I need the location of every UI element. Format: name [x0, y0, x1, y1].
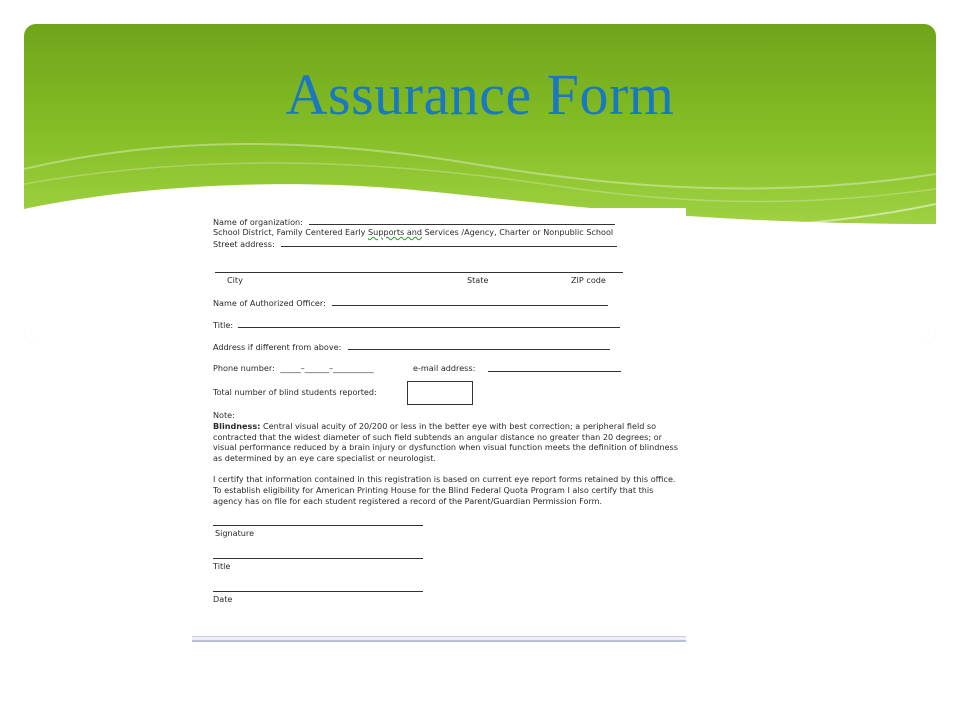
- total-row: [213, 380, 686, 404]
- title-row: [213, 319, 686, 330]
- organization-type-row: [213, 227, 686, 238]
- alt-address-field[interactable]: [348, 341, 610, 350]
- signature-field[interactable]: [213, 517, 423, 526]
- slide-title: Assurance Form: [285, 62, 675, 127]
- alt-address-label: Address if different from above:: [213, 342, 342, 352]
- blindness-definition: [213, 421, 679, 463]
- certification-statement: I certify that information contained in this registration is based on current eye report forms retained by this office. To establish eligibility for American Printing House for the Blind Federal Quota Program I also certify that this agency has on file for each student registered a record of the Parent/Guardian Permission Form.: [213, 474, 676, 506]
- title-label: Title:: [213, 320, 234, 330]
- document-bottom-edge: [192, 636, 686, 642]
- city-label: City: [227, 275, 243, 285]
- email-label: e-mail address:: [413, 363, 476, 373]
- city-line-row: [213, 264, 686, 275]
- officer-label: Name of Authorized Officer:: [213, 298, 326, 308]
- email-field[interactable]: [488, 363, 621, 372]
- sig-title-field[interactable]: [213, 550, 423, 559]
- assurance-form-document: [192, 208, 686, 640]
- street-label: Street address:: [213, 239, 275, 249]
- officer-field[interactable]: [332, 297, 608, 306]
- date-label: Date: [213, 594, 233, 605]
- officer-row: [213, 297, 686, 308]
- street-row: [213, 238, 686, 249]
- phone-email-row: [213, 363, 686, 374]
- note-label: Note:: [213, 410, 235, 420]
- organization-type-text-a: School District, Family Centered Early: [213, 227, 369, 237]
- date-line-row: [213, 583, 686, 594]
- date-field[interactable]: [213, 583, 423, 592]
- total-label: Total number of blind students reported:: [213, 387, 377, 397]
- city-state-zip-field[interactable]: [215, 264, 623, 273]
- sig-title-line-row: [213, 550, 686, 561]
- alt-address-row: [213, 341, 686, 352]
- zip-label: ZIP code: [571, 275, 606, 285]
- phone-field[interactable]: _____–______–__________: [280, 363, 374, 373]
- organization-label: Name of organization:: [213, 217, 303, 227]
- sig-title-label: Title: [213, 561, 231, 572]
- state-label: State: [467, 275, 489, 285]
- organization-field[interactable]: [309, 216, 615, 225]
- organization-type-squiggle: Supports and: [368, 227, 423, 237]
- total-count-box[interactable]: [407, 381, 473, 405]
- phone-label: Phone number:: [213, 363, 275, 373]
- organization-type-text-b: Services /Agency, Charter or Nonpublic School: [422, 227, 614, 237]
- street-field[interactable]: [281, 238, 617, 247]
- organization-row: [213, 216, 686, 227]
- blindness-text: Central visual acuity of 20/200 or less in the better eye with best correction; a peripheral field so contracted that the widest diameter of such field subtends an angular distance no greater than 20 degrees; or visual performance reduced by a brain injury or dysfunction when visual function meets the definition of blindness as determined by an eye care specialist or neurologist.: [213, 421, 678, 463]
- city-state-zip-labels: [213, 275, 686, 286]
- blindness-term: Blindness:: [213, 421, 261, 431]
- signature-line-row: [213, 517, 686, 528]
- signature-label: Signature: [215, 528, 255, 539]
- title-field[interactable]: [238, 319, 620, 328]
